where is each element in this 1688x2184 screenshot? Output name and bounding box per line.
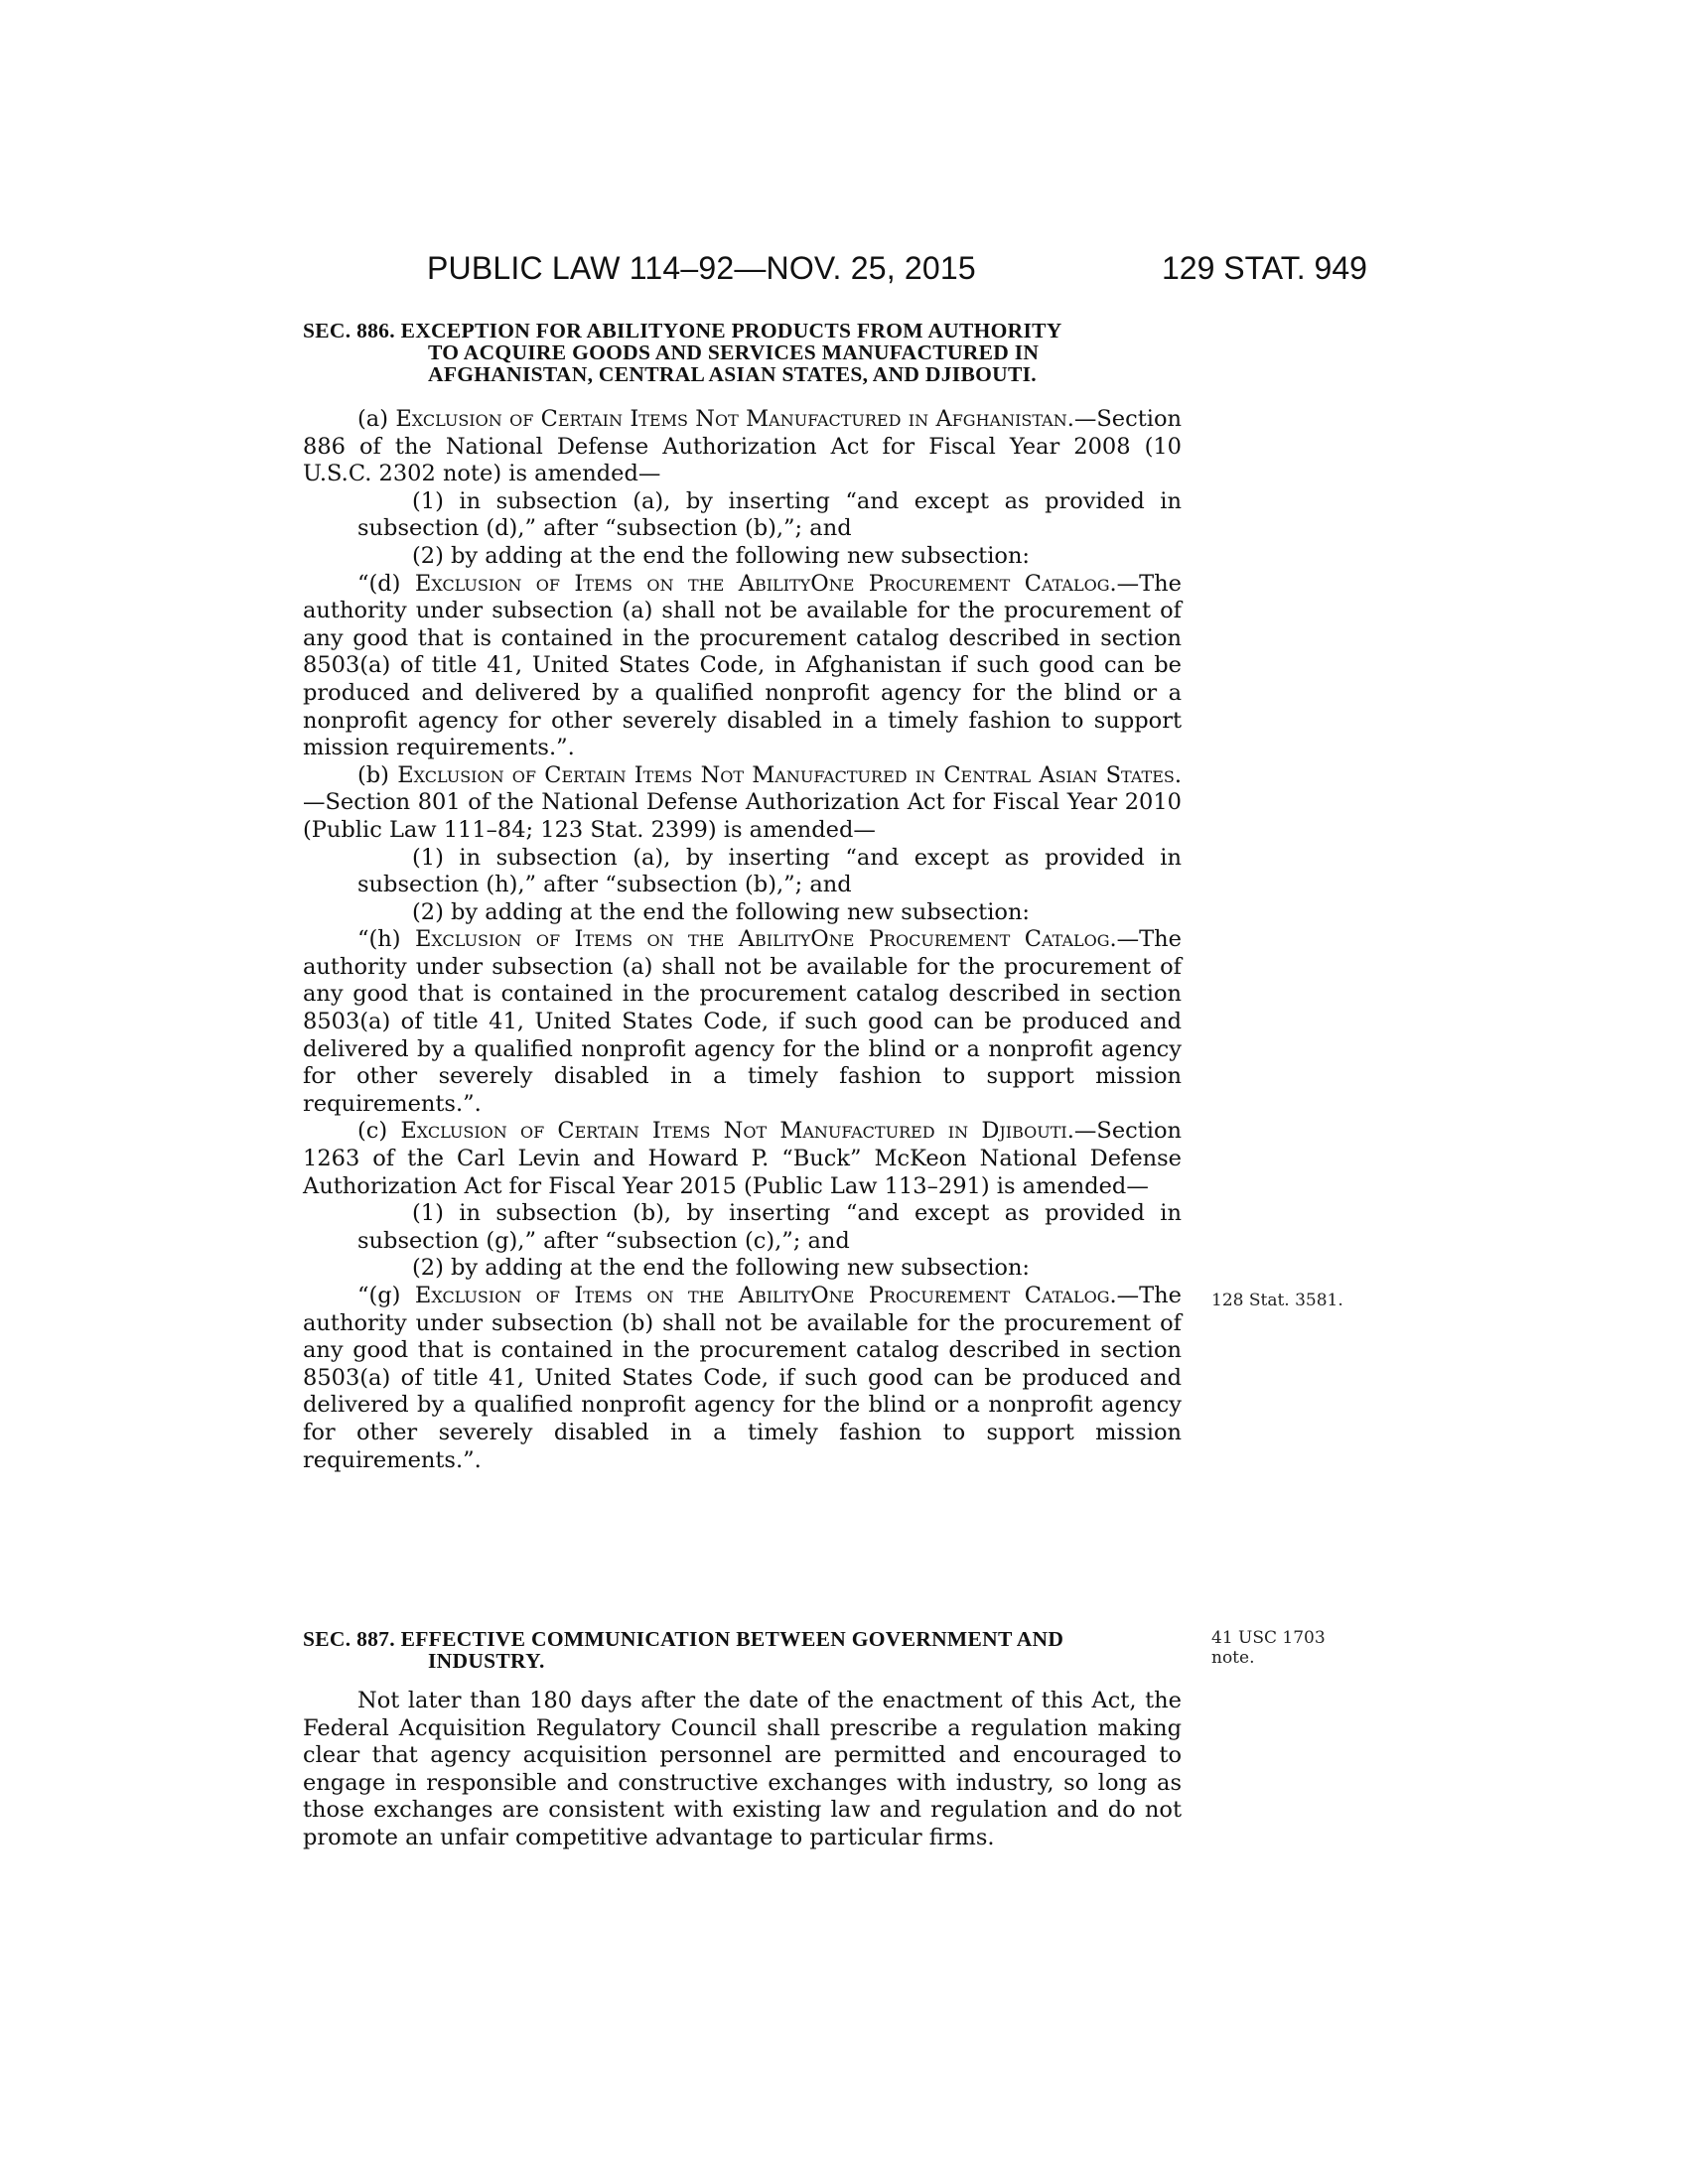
- margin-note-41-usc-line1: 41 USC 1703: [1211, 1628, 1326, 1648]
- subsection-c-item-1: (1) in subsection (b), by inserting “and except as provided in subsection (g),” after “subsection (c),”; and: [357, 1200, 1182, 1254]
- subsection-c-quote: [303, 1283, 1182, 1474]
- subsection-c-item-2: (2) by adding at the end the following new subsection:: [412, 1255, 1031, 1282]
- subsection-a-quote-label: “(d): [357, 570, 415, 597]
- sec-886-heading: [303, 320, 1182, 385]
- subsection-b-quote: [303, 926, 1182, 1118]
- margin-note-41-usc: [1211, 1628, 1326, 1668]
- margin-note-128-stat: 128 Stat. 3581.: [1211, 1291, 1343, 1310]
- sec-886-body: [303, 406, 1182, 1474]
- subsection-b-item-1: (1) in subsection (a), by inserting “and except as provided in subsection (h),” after “subsection (b),”; and: [357, 844, 1182, 898]
- subsection-b-title: Exclusion of Certain Items Not Manufactured in Central Asian States.: [397, 761, 1182, 788]
- subsection-b: [303, 762, 1182, 845]
- subsection-a: [303, 406, 1182, 488]
- sec-887-heading: [303, 1628, 1182, 1672]
- subsection-b-text: —Section 801 of the National Defense Authorization Act for Fiscal Year 2010 (Public Law 111–84; 123 Stat. 2399) is amended—: [303, 789, 1182, 843]
- subsection-a-quote-text: —The authority under subsection (a) shall not be available for the procurement of any good that is contained in the procurement catalog described in section 8503(a) of title 41, United States Code, in Afghanistan if such good can be produced and delivered by a qualified nonprofit agency for the blind or a nonprofit agency for other severely disabled in a timely fashion to support mission requirements.”.: [303, 570, 1182, 761]
- subsection-a-label: (a): [357, 406, 396, 432]
- subsection-b-item-2: (2) by adding at the end the following new subsection:: [412, 898, 1031, 925]
- sec-887-heading-line1: SEC. 887. EFFECTIVE COMMUNICATION BETWEEN GOVERNMENT AND: [303, 1627, 1064, 1651]
- sec-886-heading-line1: SEC. 886. EXCEPTION FOR ABILITYONE PRODUCTS FROM AUTHORITY: [303, 319, 1062, 342]
- page-header-title: PUBLIC LAW 114–92—NOV. 25, 2015: [427, 250, 976, 286]
- sec-887-body: [303, 1688, 1182, 1852]
- subsection-b-label: (b): [357, 761, 398, 788]
- sec-886-heading-line3: AFGHANISTAN, CENTRAL ASIAN STATES, AND DJIBOUTI.: [428, 362, 1037, 386]
- page-number: 129 STAT. 949: [1162, 250, 1367, 286]
- subsection-c: [303, 1118, 1182, 1200]
- subsection-b-quote-text: —The authority under subsection (a) shall not be available for the procurement of any good that is contained in the procurement catalog described in section 8503(a) of title 41, United States Code, if such good can be produced and delivered by a qualified nonprofit agency for the blind or a nonprofit agency for other severely disabled in a timely fashion to support mission requirements.”.: [303, 926, 1182, 1117]
- subsection-c-quote-label: “(g): [357, 1283, 415, 1308]
- subsection-a-item-2: (2) by adding at the end the following new subsection:: [412, 542, 1031, 569]
- subsection-a-text: —Section 886 of the National Defense Authorization Act for Fiscal Year 2008 (10 U.S.C. 2302 note) is amended—: [303, 406, 1182, 487]
- sec-886-heading-line2: TO ACQUIRE GOODS AND SERVICES MANUFACTURED IN: [428, 341, 1040, 364]
- sec-887-heading-line2: INDUSTRY.: [428, 1649, 545, 1673]
- subsection-b-quote-label: “(h): [357, 926, 415, 953]
- subsection-c-quote-text: —The authority under subsection (b) shall not be available for the procurement of any good that is contained in the procurement catalog described in section 8503(a) of title 41, United States Code, if such good can be produced and delivered by a qualified nonprofit agency for the blind or a nonprofit agency for other severely disabled in a timely fashion to support mission requirements.”.: [303, 1283, 1182, 1473]
- subsection-c-label: (c): [357, 1118, 401, 1145]
- subsection-a-title: Exclusion of Certain Items Not Manufactured in Afghanistan.: [395, 406, 1074, 432]
- subsection-a-quote: [303, 571, 1182, 762]
- subsection-a-quote-title: Exclusion of Items on the AbilityOne Procurement Catalog.: [414, 570, 1117, 597]
- subsection-a-item-1: (1) in subsection (a), by inserting “and except as provided in subsection (d),” after “subsection (b),”; and: [357, 487, 1182, 542]
- subsection-c-title: Exclusion of Certain Items Not Manufactured in Djibouti.: [400, 1118, 1074, 1145]
- margin-note-41-usc-line2: note.: [1211, 1648, 1255, 1668]
- sec-887-text: Not later than 180 days after the date of the enactment of this Act, the Federal Acquisition Regulatory Council shall prescribe a regulation making clear that agency acquisition personnel are permitted and encouraged to engage in responsible and constructive exchanges with industry, so long as those exchanges are consistent with existing law and regulation and do not promote an unfair competitive advantage to particular firms.: [303, 1688, 1182, 1850]
- subsection-c-text: —Section 1263 of the Carl Levin and Howard P. “Buck” McKeon National Defense Authorization Act for Fiscal Year 2015 (Public Law 113–291) is amended—: [303, 1118, 1183, 1199]
- subsection-c-quote-title: Exclusion of Items on the AbilityOne Procurement Catalog.: [414, 1283, 1117, 1308]
- subsection-b-quote-title: Exclusion of Items on the AbilityOne Procurement Catalog.: [414, 926, 1117, 953]
